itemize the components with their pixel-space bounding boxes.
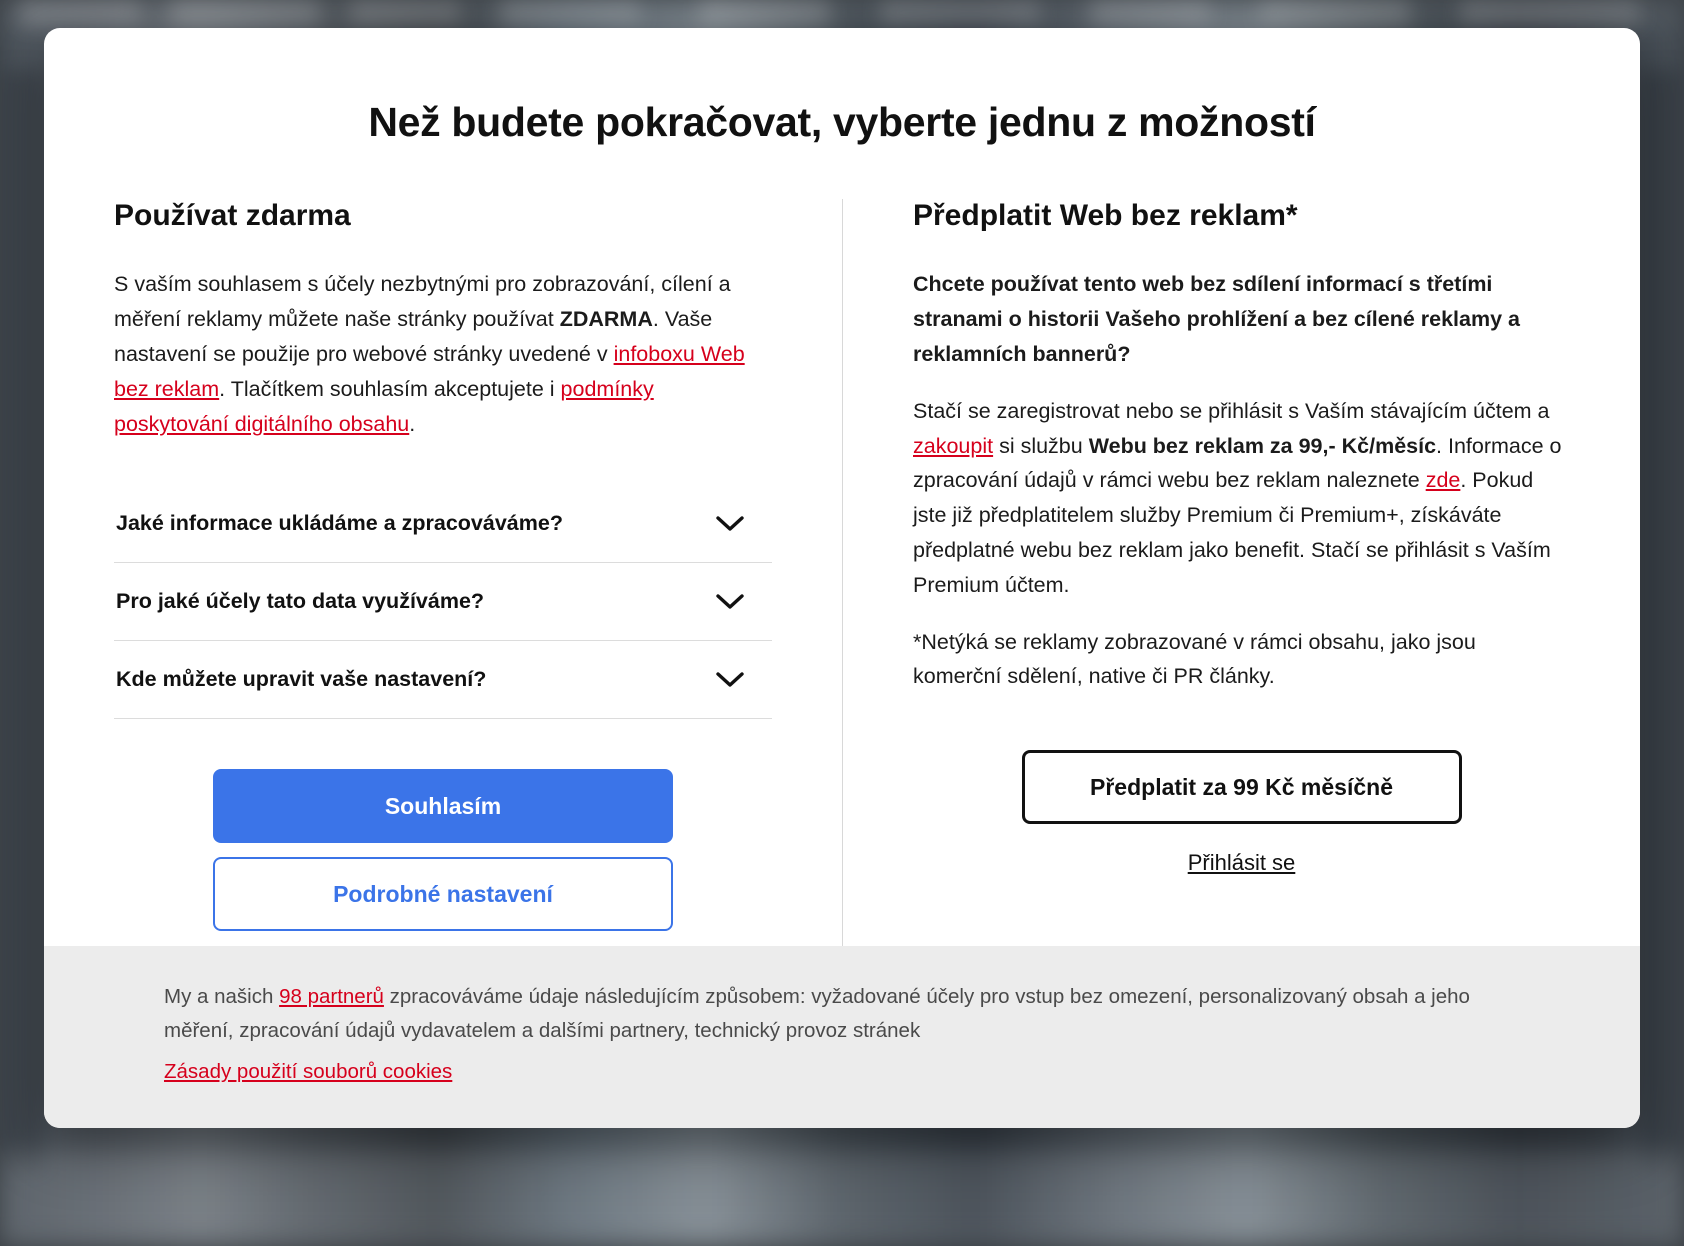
free-desc-bold-zdarma: ZDARMA (559, 307, 653, 332)
sub-desc-part2: si službu (993, 433, 1089, 458)
chevron-down-icon (716, 593, 744, 611)
sub-desc-part4: . Pokud jste již předplatitelem služby Premium či Premium+, získáváte předplatné webu bez reklam jako benefit. Stačí se přihlásit s Vaším Premium účtem. (913, 468, 1551, 597)
subscription-description (913, 394, 1570, 603)
subscription-lead: Chcete používat tento web bez sdílení informací s třetími stranami o historii Vašeho prohlížení a bez cílené reklamy a reklamních bannerů? (913, 272, 1520, 366)
modal-columns (44, 147, 1640, 946)
chevron-down-icon (716, 671, 744, 689)
subscription-footnote: *Netýká se reklamy zobrazované v rámci obsahu, jako jsou komerční sdělení, native či PR články. (913, 629, 1476, 689)
purchase-link[interactable]: zakoupit (913, 433, 994, 458)
subscribe-button[interactable]: Předplatit za 99 Kč měsíčně (1022, 750, 1462, 824)
subscription-option-column (842, 199, 1640, 946)
consent-modal (44, 28, 1640, 1128)
login-link[interactable]: Přihlásit se (1187, 850, 1296, 876)
chevron-down-icon (716, 515, 744, 533)
free-desc-part1: S vaším souhlasem s účely nezbytnými pro zobrazování, cílení a měření reklamy můžete naše stránky používat (114, 272, 731, 332)
accordion-what-data[interactable] (114, 485, 772, 563)
accordion-where-settings[interactable] (114, 641, 772, 719)
footer-text-part1: My a našich (164, 985, 280, 1009)
sub-desc-part3: . Informace o zpracování údajů v rámci webu bez reklam naleznete (913, 433, 1562, 493)
accordion-where-settings-label: Kde můžete upravit vaše nastavení? (116, 667, 487, 692)
free-desc-part2: . Vaše nastavení se použije pro webové stránky uvedené v (114, 307, 713, 366)
footer-text-part2: zpracováváme údaje následujícím způsobem: vyžadované účely pro vstup bez omezení, personalizovaný obsah a jeho měření, zpracování údajů vydavatelem a dalšími partnery, technický provoz stránek (164, 985, 1470, 1042)
free-desc-part4: . (409, 411, 416, 436)
free-option-column (44, 199, 842, 946)
detailed-settings-button[interactable]: Podrobné nastavení (213, 857, 673, 931)
free-desc-part3: . Tlačítkem souhlasím akceptujete i (219, 376, 561, 401)
accordion-purposes[interactable] (114, 563, 772, 641)
sub-desc-part1: Stačí se zaregistrovat nebo se přihlásit s Vaším stávajícím účtem a (913, 398, 1550, 423)
cookies-policy-link[interactable]: Zásady použití souborů cookies (164, 1059, 453, 1083)
free-option-heading: Používat zdarma (114, 199, 351, 233)
agree-button[interactable]: Souhlasím (213, 769, 673, 843)
modal-footer (44, 946, 1640, 1128)
partners-link[interactable]: 98 partnerů (279, 985, 384, 1009)
accordion-what-data-label: Jaké informace ukládáme a zpracováváme? (116, 511, 563, 536)
infobox-link[interactable]: infoboxu Web bez reklam (114, 341, 745, 401)
accordion-purposes-label: Pro jaké účely tato data využíváme? (116, 589, 485, 614)
terms-link[interactable]: podmínky poskytování digitálního obsahu (114, 376, 654, 436)
free-option-description (114, 267, 772, 441)
subscription-heading: Předplatit Web bez reklam* (913, 199, 1298, 233)
accordion-list (114, 485, 772, 719)
subscription-actions (913, 750, 1570, 876)
free-option-actions (114, 769, 772, 931)
page-title: Než budete pokračovat, vyberte jednu z možností (368, 99, 1316, 145)
here-link[interactable]: zde (1425, 468, 1461, 493)
sub-desc-price-bold: Webu bez reklam za 99,- Kč/měsíc (1088, 433, 1437, 458)
